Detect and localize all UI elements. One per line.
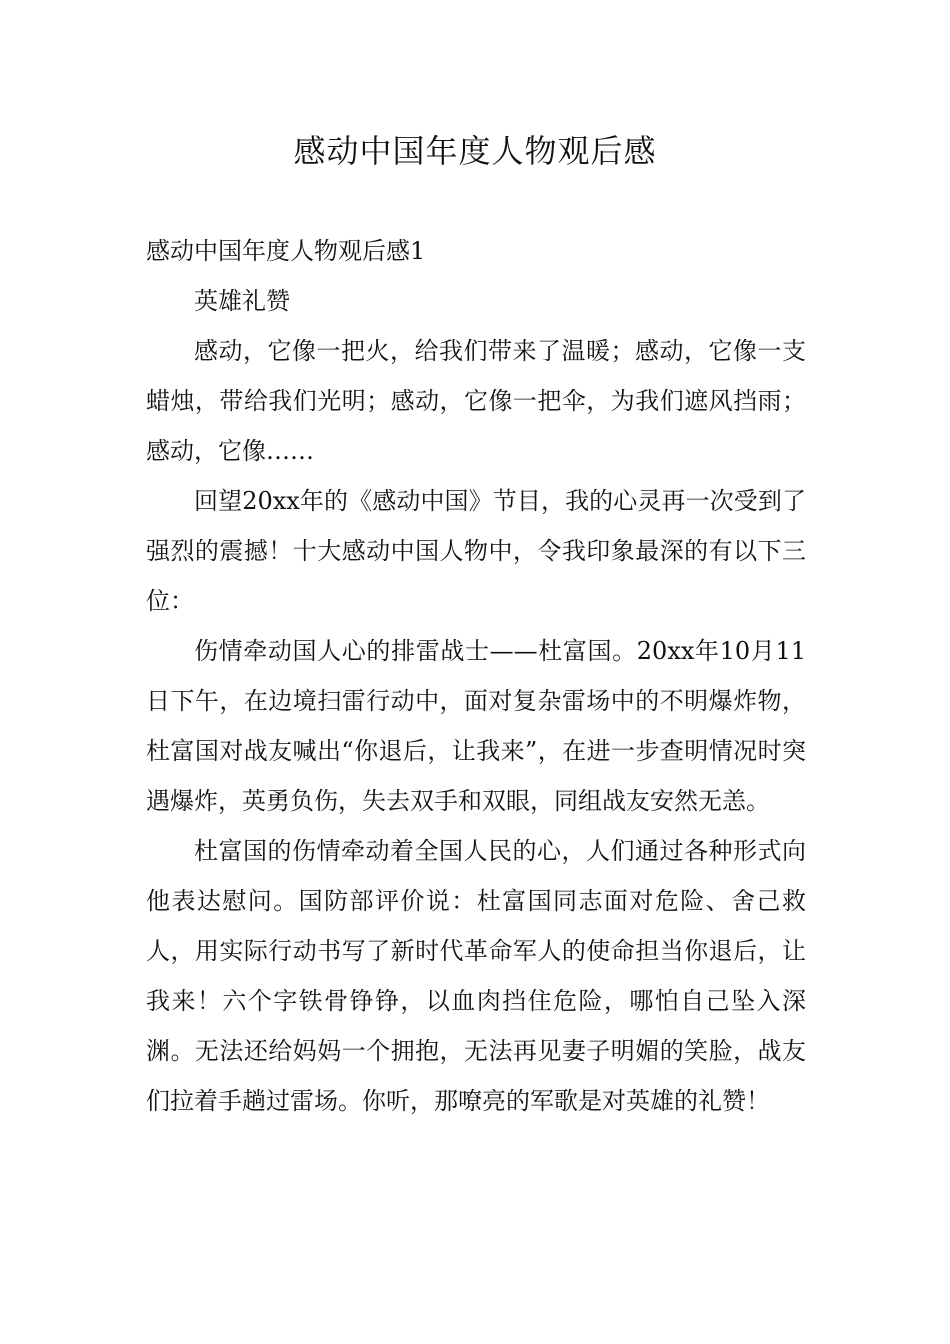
paragraph: 杜富国的伤情牵动着全国人民的心，人们通过各种形式向他表达慰问。国防部评价说：杜富国同志面对危险、舍己救人，用实际行动书写了新时代革命军人的使命担当你退后，让我来！六个字铁骨铮铮，以血肉挡住危险，哪怕自己坠入深渊。无法还给妈妈一个拥抱，无法再见妻子明媚的笑脸，战友们拉着手趟过雷场。你听，那嘹亮的军歌是对英雄的礼赞！ — [146, 837, 806, 1115]
document-body — [146, 226, 806, 1126]
paragraph: 回望20xx年的《感动中国》节目，我的心灵再一次受到了强烈的震撼！十大感动中国人物中，令我印象最深的有以下三位： — [146, 487, 806, 615]
document-title: 感动中国年度人物观后感 — [293, 132, 657, 170]
paragraph: 感动，它像一把火，给我们带来了温暖；感动，它像一支蜡烛，带给我们光明；感动，它像一把伞，为我们遮风挡雨；感动，它像…… — [146, 337, 806, 465]
section-heading: 感动中国年度人物观后感1 — [146, 237, 426, 265]
paragraph: 伤情牵动国人心的排雷战士——杜富国。20xx年10月11日下午，在边境扫雷行动中，面对复杂雷场中的不明爆炸物，杜富国对战友喊出“你退后，让我来”，在进一步查明情况时突遇爆炸，英勇负伤，失去双手和双眼，同组战友安然无恙。 — [146, 637, 806, 815]
paragraph-subtitle: 英雄礼赞 — [194, 287, 290, 315]
